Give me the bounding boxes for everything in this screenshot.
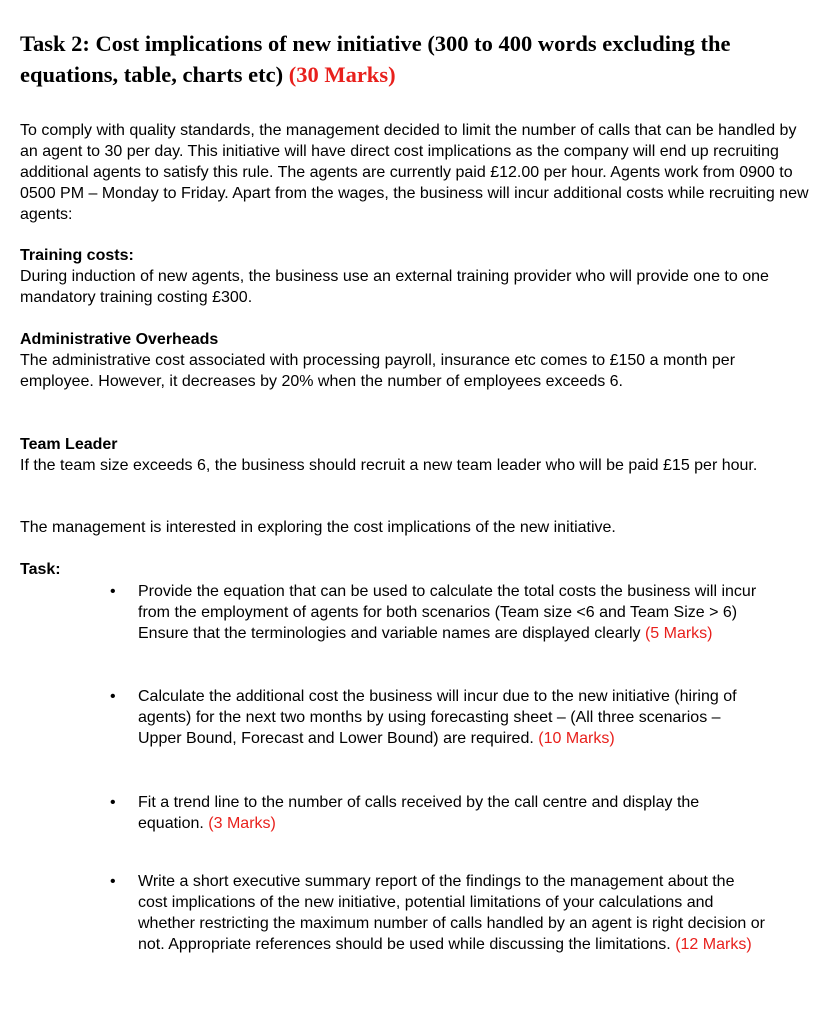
- team-leader-section: [20, 434, 810, 476]
- task-bullet-summary: [110, 871, 768, 955]
- task-bullet-marks: (12 Marks): [675, 936, 752, 953]
- task-bullet-marks: (10 Marks): [538, 730, 615, 747]
- task-bullet-trendline: [110, 792, 768, 834]
- intro-paragraph: To comply with quality standards, the management decided to limit the number of calls that can be handled by an agent to 30 per day. This initiative will have direct cost implications as the company will end up recruiting additional agents to satisfy this rule. The agents are currently paid £12.00 per hour. Agents work from 0900 to 0500 PM – Monday to Friday. Apart from the wages, the business will incur additional costs while recruiting new agents:: [20, 122, 809, 223]
- task-heading: Task:: [20, 561, 61, 578]
- task-bullet-marks: (5 Marks): [644, 625, 713, 642]
- task-title-text: Task 2: Cost implications of new initiative (300 to 400 words excluding the equations, table, charts etc): [20, 31, 731, 87]
- training-costs-section: [20, 245, 810, 308]
- bullet-dot: •: [110, 688, 116, 705]
- admin-overheads-section: [20, 329, 810, 392]
- task-title: [20, 28, 810, 90]
- task-bullet-forecast: [110, 686, 768, 749]
- team-leader-heading: Team Leader: [20, 436, 118, 453]
- task-bullet-marks: (3 Marks): [208, 815, 276, 832]
- training-costs-text: During induction of new agents, the business use an external training provider who will provide one to one mandatory training costing £300.: [20, 268, 769, 306]
- bullet-dot: •: [110, 873, 116, 890]
- task-bullet-text: Provide the equation that can be used to calculate the total costs the business will incur from the employment of agents for both scenarios (Team size <6 and Team Size > 6) Ensure that the terminologies and variable names are displayed clearly: [138, 583, 757, 642]
- task-title-marks: (30 Marks): [288, 62, 396, 87]
- training-costs-heading: Training costs:: [20, 247, 134, 264]
- admin-overheads-text: The administrative cost associated with processing payroll, insurance etc comes to £150 a month per employee. However, it decreases by 20% when the number of employees exceeds 6.: [20, 352, 736, 390]
- team-leader-text: If the team size exceeds 6, the business should recruit a new team leader who will be paid £15 per hour.: [20, 457, 758, 474]
- task-bullet-text: Write a short executive summary report of the findings to the management about the cost implications of the new initiative, potential limitations of your calculations and whether restricting the maximum number of calls handled by an agent is right decision or not. Appropriate references should be used while discussing the limitations.: [138, 873, 765, 953]
- admin-overheads-heading: Administrative Overheads: [20, 331, 219, 348]
- management-interest-paragraph: The management is interested in exploring the cost implications of the new initiative.: [20, 519, 616, 536]
- bullet-dot: •: [110, 794, 116, 811]
- task-bullet-equation: [110, 581, 768, 644]
- task-bullet-text: Fit a trend line to the number of calls received by the call centre and display the equation.: [138, 794, 700, 832]
- bullet-dot: •: [110, 583, 116, 600]
- task-bullet-text: Calculate the additional cost the business will incur due to the new initiative (hiring of agents) for the next two months by using forecasting sheet – (All three scenarios – Upper Bound, Forecast and Lower Bound) are required.: [138, 688, 737, 747]
